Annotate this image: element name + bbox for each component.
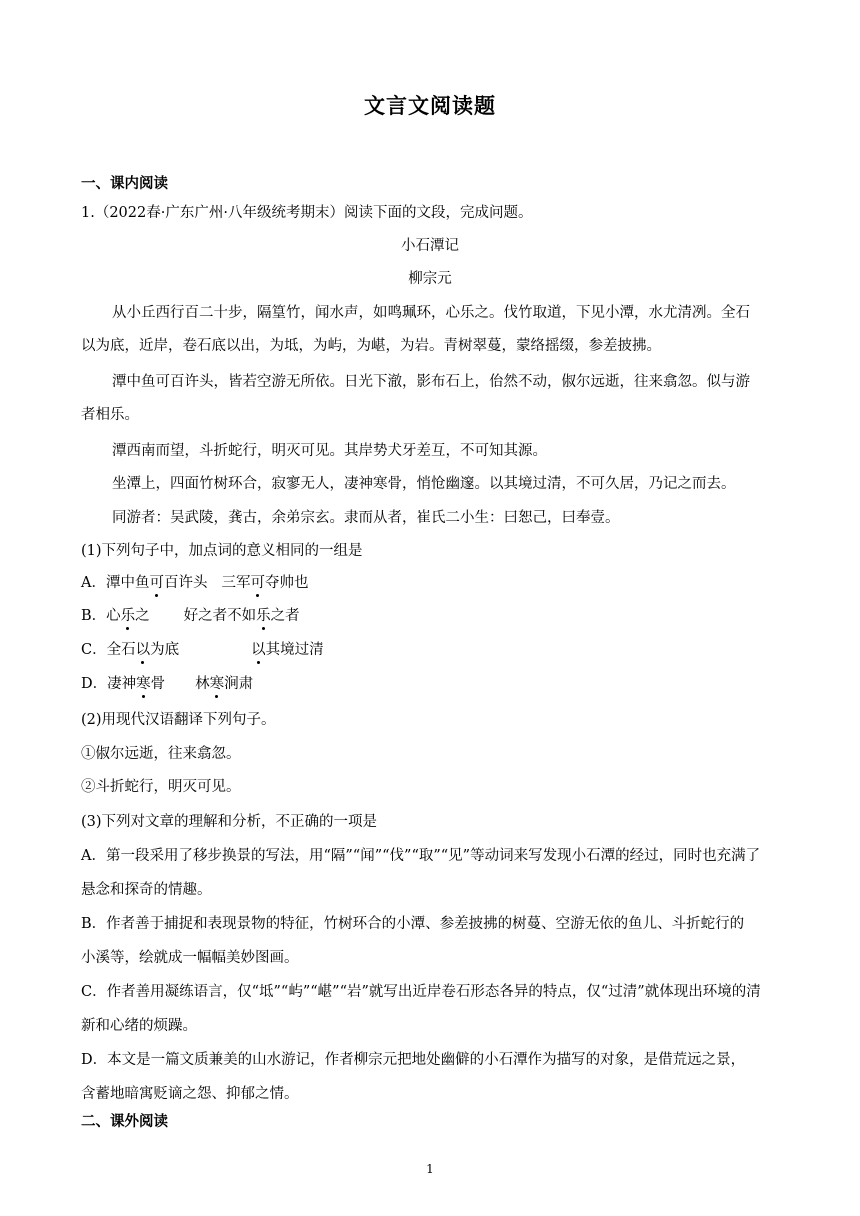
passage-author: 柳宗元 (408, 271, 452, 287)
option-a: A．潭中鱼可百许头 三军可夺帅也 (81, 575, 309, 591)
dotted-char: 乐 (256, 608, 271, 624)
sub-question-2-item-1: ①俶尔远逝，往来翕忽。 (81, 746, 241, 762)
sub3-option-d-line2: 含蓄地暗寓贬谪之怨、抑郁之情。 (81, 1086, 299, 1102)
sub-question-3: (3)下列对文章的理解和分析，不正确的一项是 (81, 814, 378, 830)
sub-question-1: (1)下列句子中，加点词的意义相同的一组是 (81, 543, 363, 559)
passage-title: 小石潭记 (401, 238, 459, 254)
sub3-option-d-line1: D．本文是一篇文质兼美的山水游记，作者柳宗元把地处幽僻的小石潭作为描写的对象，是借荒远之景， (81, 1052, 746, 1068)
option-b: B．心乐之 好之者不如乐之者 (81, 608, 300, 624)
passage-p1-line1: 从小丘西行百二十步，隔篁竹，闻水声，如鸣珮环，心乐之。伐竹取道，下见小潭，水尤清冽。全石 (112, 305, 750, 321)
sub3-option-b-line1: B．作者善于捕捉和表现景物的特征，竹树环合的小潭、参差披拂的树蔓、空游无依的鱼儿、斗折蛇行的 (81, 916, 745, 932)
section-heading-extracurricular: 二、课外阅读 (81, 1113, 168, 1130)
dotted-char: 可 (250, 575, 265, 591)
passage-p4: 坐潭上，四面竹树环合，寂寥无人，凄神寒骨，悄怆幽邃。以其境过清，不可久居，乃记之而去。 (112, 476, 736, 492)
dotted-char: 寒 (136, 676, 151, 692)
sub-question-2-item-2: ②斗折蛇行，明灭可见。 (81, 779, 241, 795)
section-heading-in-class: 一、课内阅读 (81, 175, 168, 192)
passage-p3: 潭西南而望，斗折蛇行，明灭可见。其岸势犬牙差互，不可知其源。 (112, 443, 547, 459)
sub3-option-a-line2: 悬念和探奇的情趣。 (81, 882, 212, 898)
sub3-option-c-line2: 新和心绪的烦躁。 (81, 1018, 197, 1034)
sub3-option-c-line1: C．作者善用凝练语言，仅“坻”“屿”“嵁”“岩”就写出近岸卷石形态各异的特点，仅“过清”就体现出环境的清 (81, 984, 761, 1000)
passage-p5: 同游者：吴武陵，龚古，余弟宗玄。隶而从者，崔氏二小生：曰恕己，曰奉壹。 (112, 510, 620, 526)
question-1-intro: 1.（2022春·广东广州·八年级统考期末）阅读下面的文段，完成问题。 (81, 205, 533, 221)
sub3-option-b-line2: 小溪等，绘就成一幅幅美妙图画。 (81, 950, 299, 966)
passage-p1-line2: 以为底，近岸，卷石底以出，为坻，为屿，为嵁，为岩。青树翠蔓，蒙络摇缀，参差披拂。 (81, 338, 661, 354)
dotted-char: 可 (149, 575, 164, 591)
dotted-char: 以 (251, 642, 266, 658)
dotted-char: 寒 (209, 676, 225, 692)
page-number: 1 (426, 1162, 434, 1176)
passage-p2-line1: 潭中鱼可百许头，皆若空游无所依。日光下澈，影布石上，佁然不动，俶尔远逝，往来翕忽。似与游 (112, 374, 750, 390)
option-d: D．凄神寒骨 林寒涧肃 (81, 676, 254, 692)
sub3-option-a-line1: A．第一段采用了移步换景的写法，用“隔”“闻”“伐”“取”“见”等动词来写发现小石潭的经过，同时也充满了 (81, 848, 761, 864)
sub-question-2: (2)用现代汉语翻译下列句子。 (81, 712, 276, 728)
option-c: C．全石以为底 以其境过清 (81, 642, 324, 658)
document-title: 文言文阅读题 (364, 93, 496, 118)
passage-p2-line2: 者相乐。 (81, 407, 139, 423)
dotted-char: 以 (135, 642, 151, 658)
dotted-char: 乐 (120, 608, 136, 624)
